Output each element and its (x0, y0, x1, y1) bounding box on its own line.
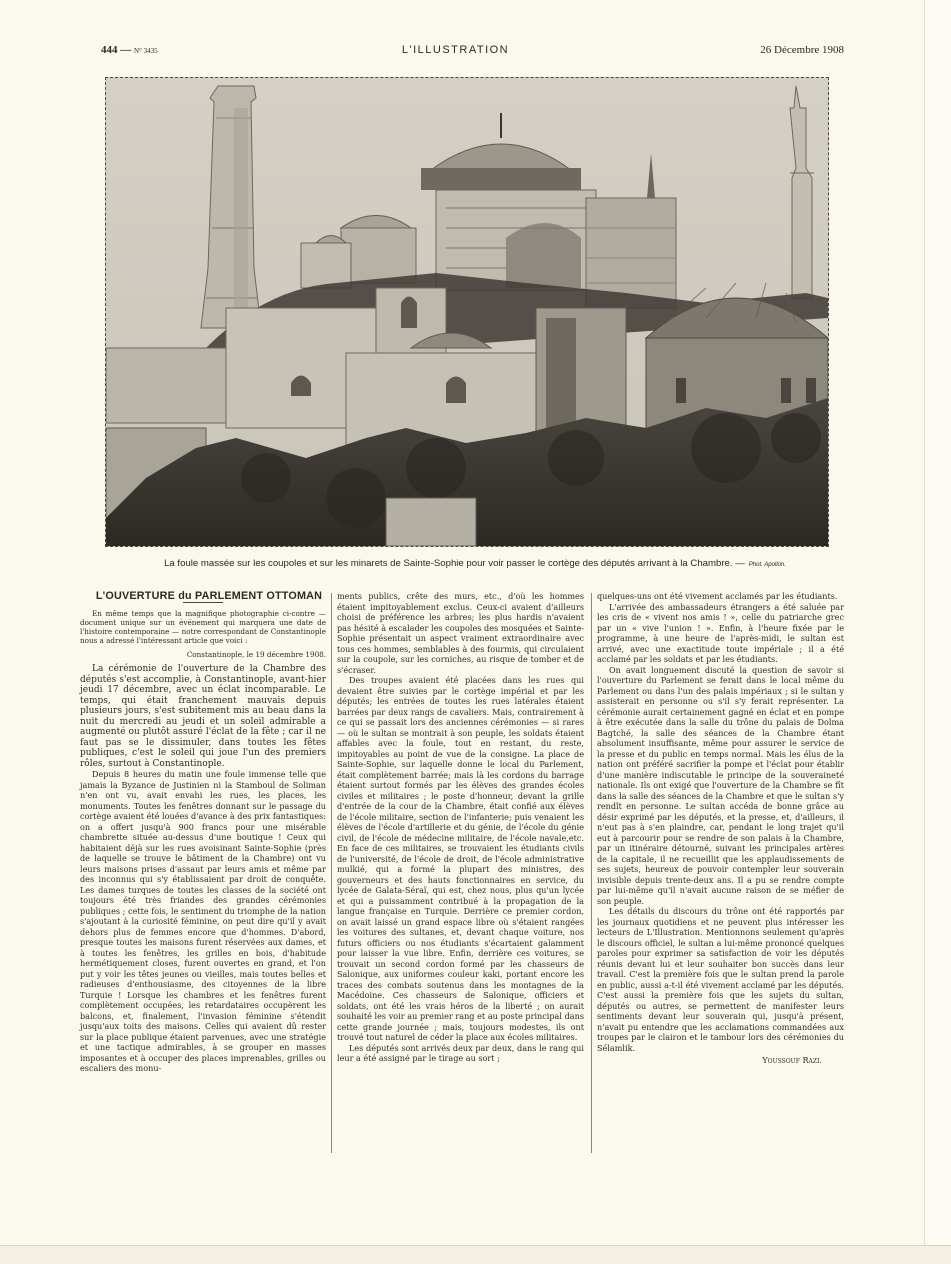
page-bottom-edge (0, 1245, 951, 1264)
column-divider (331, 593, 332, 1153)
issue-number: N° 3435 (134, 47, 158, 55)
paragraph: Des troupes avaient été placées dans les rues qui devaient être suivies par le cortège impérial et par les députés; les entrées de toutes les rues latérales étaient barrées par deux rangs de cavaliers. Mais, contrairement à ce qui se passait lors des anciennes cérémonies — si rares — où le sultan se montrait à son peuple, les soldats étaient affables avec la foule, tout en restant, du reste, impitoyables au point de vue de la consigne. La place de Sainte-Sophie, sur laquelle donne le local du Parlement, était complètement barrée; mais là les cordons du barrage étaient surtout formés par les élèves des grandes écoles civiles et militaires ; le poste d'honneur, devant la grille d'entrée de la cour de la Chambre, était confié aux élèves de l'école militaire, section de l'infanterie; puis venaient les élèves de l'école d'artillerie et du génie, de l'école du génie civil, de l'école de médecine militaire, de l'école navale,etc. En face de ces militaires, se trouvaient les étudiants civils de l'université, de l'école de droit, de l'école administrative mulkié, qui a formé la plupart des ministres, des gouverneurs et des hauts fonctionnaires en service, du lycée de Galata-Séraï, qui est, chez nous, plus qu'un lycée et qui a puissamment contribué à la propagation de la langue française en Turquie. Derrière ce premier cordon, on avait laissé un grand espace libre où s'étaient rangées les voitures des sultanes, et, devant chaque voiture, nos futurs officiers ou nos étudiants s'écartaient galamment pour laisser la vue libre. Enfin, derrière ces voitures, se trouvait un second cordon formé par les chasseurs de Salonique, aux uniformes couleur kaki, portant encore les traces des combats soutenus dans les montagnes de la Macédoine. Ces chasseurs de Salonique, officiers et soldats, ont été les vrais héros de la liberté ; on aurait souhaité les voir au premier rang et au poste principal dans cette grande journée ; mais, toujours modestes, ils ont trouvé tout naturel de céder la place aux écoles militaires. (337, 675, 584, 1042)
column-divider (591, 593, 592, 1153)
photo-credit: Phot. Apollon. (748, 562, 786, 568)
dateline: Constantinople, le 19 décembre 1908. (186, 649, 326, 659)
paragraph: Depuis 8 heures du matin une foule immense telle que jamais la Byzance de Justinien ni la Stamboul de Soliman n'en ont vu, avait envahi les rues, les places, les monuments. Toutes les fenêtres donnant sur le passage du cortège avaient été louées d'avance à des prix fantastiques: on a offert jusqu'à 900 francs pour une misérable chambrette située au-dessus d'une boutique ! Ceux qui habitaient déjà sur les rues avoisinant Sainte-Sophie (près de laquelle se trouve le bâtiment de la Chambre) ont vu leurs maisons prises d'assaut par leurs amis et même par des inconnus qui s'y établissaient par droit de conquête. Les dames turques de toutes les classes de la société ont toujours été très friandes des grandes cérémonies publiques ; cette fois, le sentiment du triomphe de la nation s'ajoutant à la curiosité féminine, on peut dire qu'il y avait dehors plus de femmes encore que d'hommes. D'abord, presque toutes les maisons furent réservées aux dames, et à toutes les fenêtres, les grilles en bois, d'habitude hermétiquement closes, furent ouvertes en grand, et l'on put y voir les têtes jeunes ou vieilles, mais toutes belles et radieuses d'enthousiasme, des citoyennes de la libre Turquie ! Lorsque les chambres et les fenêtres furent complètement occupées, les retardataires occupèrent les balcons, et, finalement, l'invasion féminine s'étendit jusqu'aux toits des maisons. Celles qui avaient dû rester sur la place publique étaient parvenues, avec une stratégie et une tactique admirables, à se grouper en masses imposantes et à occuper des places imprenables, grilles ou escaliers des monu- (80, 769, 326, 1074)
page-edge (924, 0, 951, 1245)
article-intro: En même temps que la magnifique photographie ci-contre — document unique sur un événement qui marquera une date de l'histoire contemporaine — notre correspondant de Constantinople nous a adressé l'intéressant article que voici : (80, 608, 326, 646)
photo-sainte-sophie (105, 77, 829, 547)
paragraph: Les députés sont arrivés deux par deux, dans le rang qui leur a été assigné par le tirage au sort ; (337, 1042, 584, 1063)
page-number-text: 444 — (101, 44, 132, 56)
signature: Youssouf Razi. (762, 1055, 822, 1065)
article-title: L'OUVERTURE du PARLEMENT OTTOMAN (95, 590, 323, 602)
paragraph: On avait longuement discuté la question de savoir si l'ouverture du Parlement se ferait dans le local même du Parlement ou dans l'un des palais impériaux ; si le sultan y assisterait en personne ou s'il s'y ferait représenter. La cérémonie aurait certainement gagné en éclat et en pompe à être exécutée dans la salle du trône du palais de Dolma Bagtché, la salle des séances de la Chambre étant absolument insuffisante, même pour assurer le service de la presse et du public en temps normal. Mais les élus de la nation ont préféré sacrifier la pompe et l'éclat pour établir d'une manière indiscutable le principe de la souveraineté nationale. Ils ont exigé que l'ouverture de la Chambre se fît dans la salle des séances de la Chambre et que le sultan s'y rendît en personne. Le sultan accéda de bonne grâce au désir exprimé par les députés, et la presse, et, d'ailleurs, il n'eut pas à s'en plaindre, car, pendant le long trajet qu'il eut à parcourir pour se rendre de son palais à la Chambre, par un itinéraire détourné, suivant les principales artères de la capitale, il ne recueillit que les applaudissements de ses sujets, heureux de pouvoir contempler leur souverain invisible depuis trente-deux ans. Il a pu se rendre compte par lui-même qu'il n'avait aucune raison de se méfier de son peuple. (597, 664, 844, 906)
paragraph: La cérémonie de l'ouverture de la Chambre des députés s'est accomplie, à Constantinople, avant-hier jeudi 17 décembre, avec un éclat incomparable. Le temps, qui était franchement mauvais depuis plusieurs jours, s'est subitement mis au beau dans la nuit du mercredi au jeudi et un soleil admirable a augmenté ou plutôt assuré l'éclat de la fête ; car il ne faut pas se le dissimuler, dans toutes les fêtes publiques, c'est le soleil qui joue l'un des premiers rôles, surtout à Constantinople. (80, 664, 326, 769)
column-2 (337, 591, 584, 1064)
paragraph: Les détails du discours du trône ont été rapportés par les journaux quotidiens et ne peuvent plus intéresser les lecteurs de L'Illustration. Mentionnons seulement qu'après le discours officiel, le sultan a lui-même prononcé quelques paroles pour exprimer sa satisfaction de voir les députés réunis devant lui et leur souhaiter bon succès dans leur travail. C'est la première fois que le sultan prend la parole en public, aussi a-t-il été vivement acclamé par les députés. C'est aussi la première fois que les sujets du sultan, députés ou autres, se permettent de manifester leurs sentiments devant leur souverain qui, jusqu'à présent, n'avait pu entendre que les acclamations commandées aux troupes par le clairon et le tambour lors des cérémonies du Sélamlik. (597, 906, 844, 1053)
masthead: L'ILLUSTRATION (401, 44, 510, 56)
paragraph: L'arrivée des ambassadeurs étrangers a été saluée par les cris de « vivent nos amis ! », celle du patriarche grec par un « vive l'union ! ». Enfin, à l'heure fixée par le programme, à une heure de l'après-midi, le sultan est arrivé, avec une exactitude toute impériale ; il a été acclamé par les soldats et par les étudiants. (597, 601, 844, 664)
paragraph: quelques-uns ont été vivement acclamés par les étudiants. (597, 591, 838, 601)
photo-illustration (106, 78, 828, 546)
column-3 (597, 591, 844, 1066)
photo-caption (100, 558, 850, 569)
paragraph: ments publics, crête des murs, etc., d'où les hommes étaient impitoyablement exclus. Ceux-ci avaient d'ailleurs choisi de préférence les arbres; les plus hardis n'avaient pas hésité à escalader les coupoles des mosquées et Sainte-Sophie présentait un aspect vraiment extraordinaire avec tous ces hommes, semblables à des fourmis, qui circulaient sur la coupole, sur les corniches, au risque de tomber et de s'écraser. (337, 591, 584, 675)
foreground-wall (386, 498, 476, 546)
issue-date: 26 Décembre 1908 (760, 44, 844, 56)
caption-text: La foule massée sur les coupoles et sur les minarets de Sainte-Sophie pour voir passer le cortège des députés arrivant à la Chambre. — (164, 558, 745, 569)
column-1 (80, 591, 326, 1074)
